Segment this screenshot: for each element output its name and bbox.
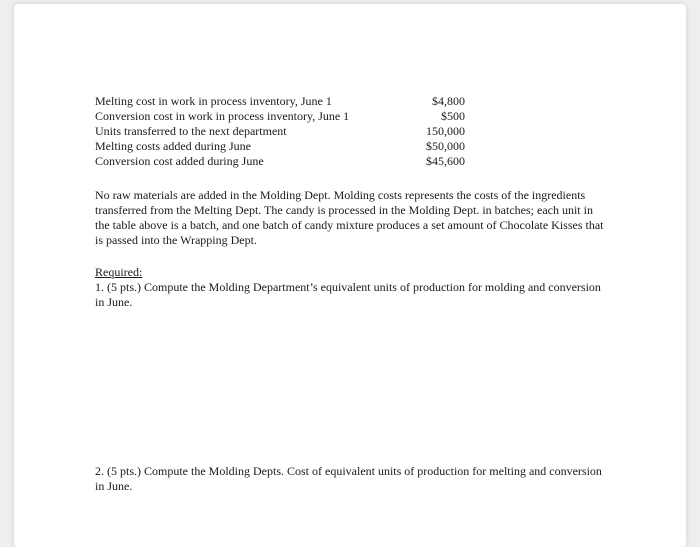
- table-row: [95, 109, 465, 124]
- document-page: [14, 4, 686, 547]
- row-value: $50,000: [426, 139, 465, 153]
- cost-data-table: [95, 94, 465, 169]
- table-row: [95, 139, 465, 154]
- row-label: Melting costs added during June: [95, 139, 251, 153]
- table-row: [95, 124, 465, 139]
- row-label: Conversion cost in work in process inventory, June 1: [95, 109, 350, 123]
- table-row: [95, 154, 465, 169]
- question-1: 1. (5 pts.) Compute the Molding Department’s equivalent units of production for molding and conversion in June.: [95, 280, 601, 309]
- row-value: $4,800: [432, 94, 465, 108]
- row-value: $500: [441, 109, 465, 123]
- required-section: [95, 265, 605, 310]
- row-value: 150,000: [426, 124, 465, 138]
- row-label: Units transferred to the next department: [95, 124, 287, 138]
- document-content: [95, 94, 605, 494]
- required-heading: Required:: [95, 265, 143, 279]
- row-value: $45,600: [426, 154, 465, 168]
- question-2: 2. (5 pts.) Compute the Molding Depts. Cost of equivalent units of production for melting and conversion in June.: [95, 464, 602, 493]
- description-paragraph: No raw materials are added in the Molding Dept. Molding costs represents the costs of the ingredients transferred from the Melting Dept. The candy is processed in the Molding Dept. in batches; each unit in the table above is a batch, and one batch of candy mixture produces a set amount of Chocolate Kisses that is passed into the Wrapping Dept.: [95, 188, 604, 247]
- row-label: Melting cost in work in process inventory, June 1: [95, 94, 332, 108]
- row-label: Conversion cost added during June: [95, 154, 264, 168]
- table-row: [95, 94, 465, 109]
